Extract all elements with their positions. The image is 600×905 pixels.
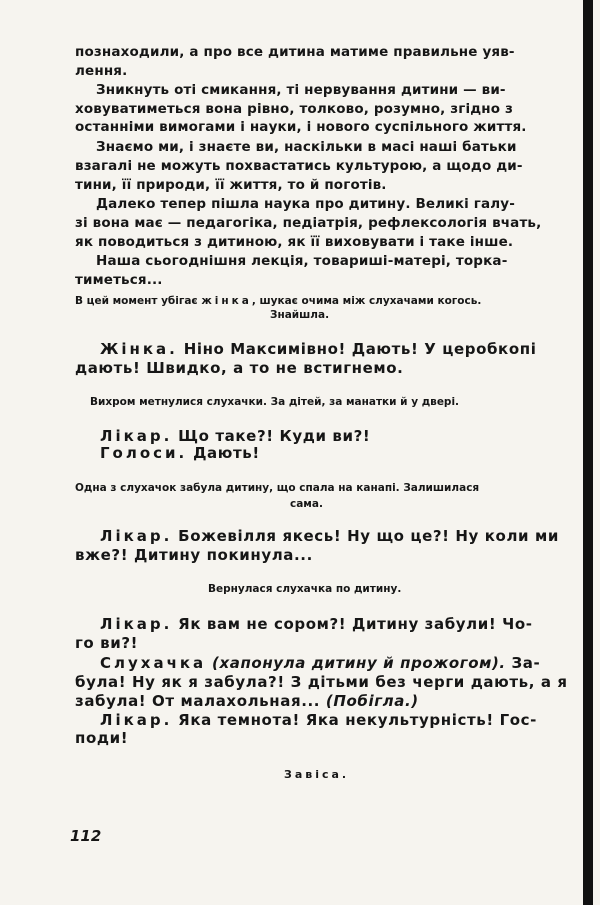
stage-direction: Знайшла. (270, 309, 330, 321)
text-line: Знаємо ми, і знаєте ви, наскільки в масі наші батьки (96, 139, 517, 155)
dialogue-line: вже?! Дитину покинула... (75, 546, 313, 564)
dialogue-line: Голоси. Дають! (100, 444, 260, 462)
dialogue-line: го ви?! (75, 634, 139, 652)
stage-direction: Вихром метнулися слухачки. За дітей, за манатки й у двері. (90, 396, 460, 408)
dialogue-line: Лікар. Що таке?! Куди ви?! (100, 427, 371, 445)
page-edge-shadow (583, 0, 593, 905)
text-line: тиметься... (75, 272, 163, 288)
dialogue-line: забула! От малахольная... (Побігла.) (75, 692, 419, 710)
text-line: Наша сьогоднішня лекція, товариші-матері, торка- (96, 253, 508, 269)
text-line: зі вона має — педагогіка, педіатрія, рефлексологія вчать, (75, 215, 542, 231)
text-line: останніми вимогами і науки, і нового суспільного життя. (75, 119, 527, 135)
curtain-note: Завіса. (284, 768, 350, 781)
dialogue-line: Лікар. Яка темнота! Яка некультурність! Гос- (100, 711, 537, 729)
stage-direction: Вернулася слухачка по дитину. (208, 583, 402, 595)
text-line: тини, її природи, її життя, то й поготів. (75, 177, 387, 193)
text-line: познаходили, а про все дитина матиме правильне уяв- (75, 44, 515, 60)
dialogue-line: Слухачка (хапонула дитину й прожогом). За- (100, 654, 541, 672)
dialogue-line: була! Ну як я забула?! З дітьми без черги дають, а я (75, 673, 568, 691)
text-line: взагалі не можуть похвастатись культурою, а щодо ди- (75, 158, 523, 174)
dialogue-line: дають! Швидко, а то не встигнемо. (75, 359, 404, 377)
text-line: лення. (75, 63, 128, 79)
stage-direction: сама. (290, 498, 323, 510)
stage-direction: В цей момент убігає жінка, шукає очима між слухачами когось. (75, 295, 482, 307)
dialogue-line: поди! (75, 729, 129, 747)
dialogue-line: Жінка. Ніно Максимівно! Дають! У церобкопі (100, 340, 537, 358)
page-number: 112 (70, 827, 102, 845)
dialogue-line: Лікар. Божевілля якесь! Ну що це?! Ну коли ми (100, 527, 559, 545)
text-line: Зникнуть оті смикання, ті нервування дитини — ви- (96, 82, 506, 98)
text-line: Далеко тепер пішла наука про дитину. Великі галу- (96, 196, 515, 212)
text-line: ховуватиметься вона рівно, толково, розумно, згідно з (75, 101, 514, 117)
stage-direction: Одна з слухачок забула дитину, що спала на канапі. Залишилася (75, 482, 480, 494)
dialogue-line: Лікар. Як вам не сором?! Дитину забули! Чо- (100, 615, 533, 633)
text-line: як поводиться з дитиною, як її виховувати і таке інше. (75, 234, 514, 250)
